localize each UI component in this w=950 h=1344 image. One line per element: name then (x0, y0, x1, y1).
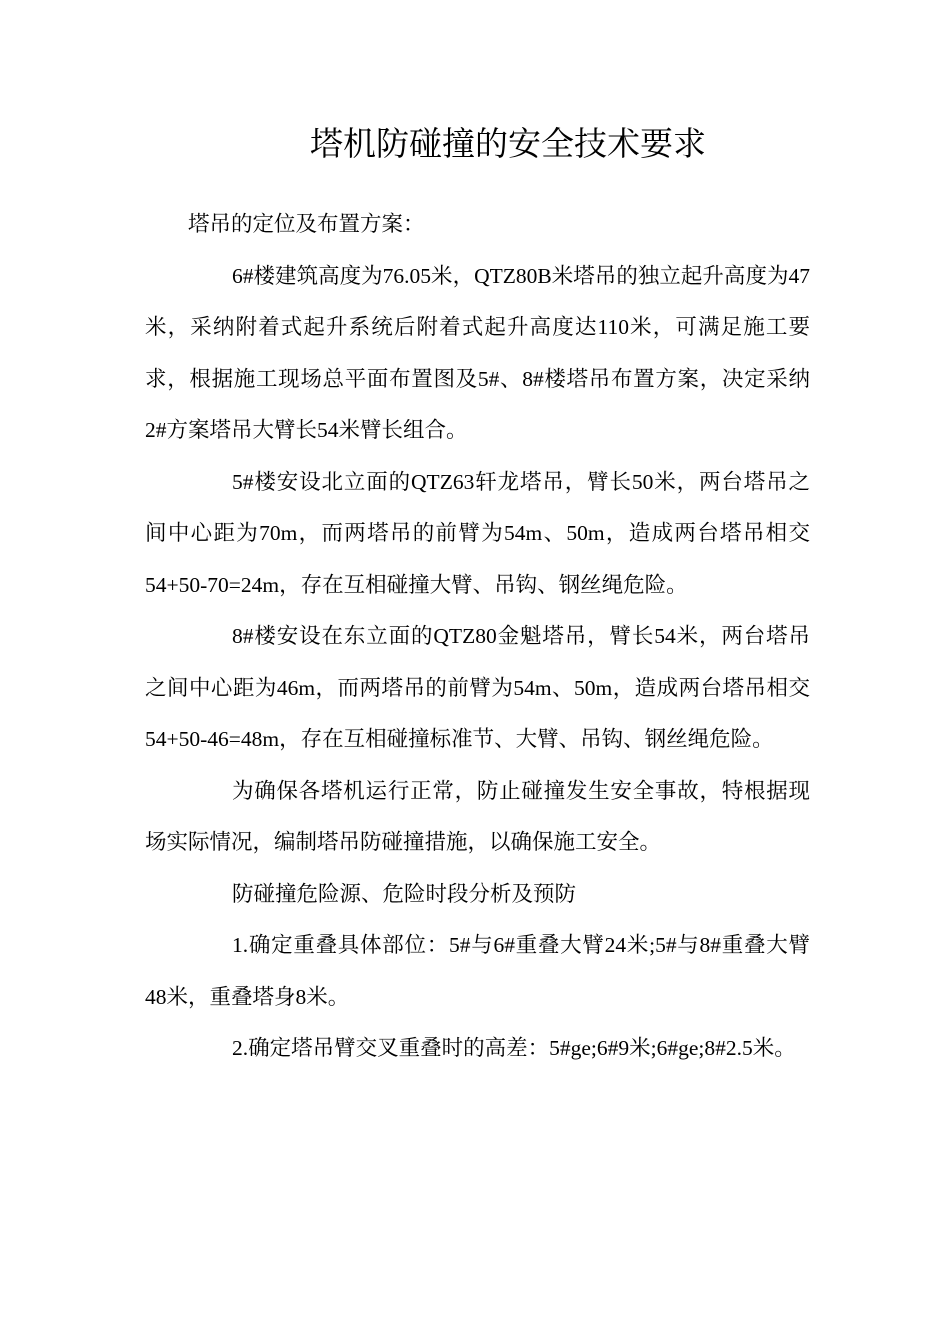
paragraph-building-5-crane: 5#楼安设北立面的QTZ63轩龙塔吊，臂长50米，两台塔吊之间中心距为70m，而两塔吊的前臂为54m、50m，造成两台塔吊相交54+50-70=24m，存在互相碰撞大臂、吊钩、钢丝绳危险。 (145, 469, 810, 597)
paragraph-height-difference: 2.确定塔吊臂交叉重叠时的高差：5#ge;6#9米;6#ge;8#2.5米。 (232, 1036, 796, 1060)
document-title: 塔机防碰撞的安全技术要求 (310, 127, 706, 163)
paragraph-overlap-location: 1.确定重叠具体部位：5#与6#重叠大臂24米;5#与8#重叠大臂48米，重叠塔身8米。 (145, 933, 810, 1009)
paragraph-building-8-crane: 8#楼安设在东立面的QTZ80金魁塔吊，臂长54米，两台塔吊之间中心距为46m，而两塔吊的前臂为54m、50m，造成两台塔吊相交54+50-46=48m，存在互相碰撞标准节、大臂、吊钩、钢丝绳危险。 (145, 624, 810, 751)
paragraph-hazard-analysis-heading: 防碰撞危险源、危险时段分析及预防 (232, 881, 577, 906)
paragraph-building-6-crane: 6#楼建筑高度为76.05米，QTZ80B米塔吊的独立起升高度为47米，采纳附着式起升系统后附着式起升高度达110米，可满足施工要求，根据施工现场总平面布置图及5#、8#楼塔吊布置方案，决定采纳2#方案塔吊大臂长54米臂长组合。 (145, 263, 810, 442)
paragraph-safety-purpose: 为确保各塔机运行正常，防止碰撞发生安全事故，特根据现场实际情况，编制塔吊防碰撞措施，以确保施工安全。 (145, 778, 810, 854)
paragraph-tower-crane-layout-heading: 塔吊的定位及布置方案： (188, 212, 425, 236)
document-body (145, 199, 810, 1075)
